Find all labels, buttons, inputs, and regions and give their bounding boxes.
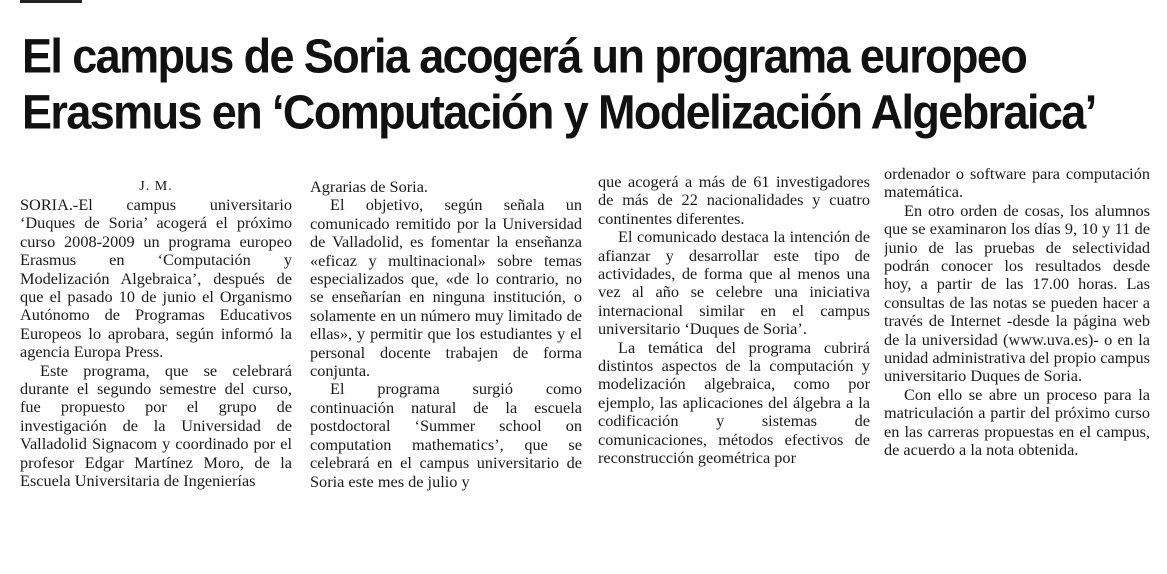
article-column-3 [598,173,870,551]
paragraph: SORIA.-El campus universitario ‘Duques de Soria’ acogerá el próximo curso 2008-2009 un programa europeo Erasmus en ‘Computación y Modelización Algebraica’, después de que el pasado 10 de junio el Organismo Autónomo de Programas Educativos Europeos lo aprobara, según informó la agencia Europa Press. [20,196,292,362]
article-column-2 [310,178,582,556]
paragraph: Agrarias de Soria. [310,178,428,196]
paragraph: ordenador o software para computación matemática. [884,165,1150,202]
paragraph: El comunicado destaca la intención de afianzar y desarrollar este tipo de actividades, de forma que al menos una vez al año se celebre una iniciativa internacional similar en el campus universitario ‘Duques de Soria’. [598,227,870,339]
top-rule [20,0,82,3]
paragraph: El programa surgió como continuación natural de la escuela postdoctoral ‘Summer school on computation mathematics’, que se celebrará en el campus universitario de Soria este mes de julio y [310,379,582,491]
byline: J. M. [139,179,173,194]
paragraph: El objetivo, según señala un comunicado remitido por la Universidad de Valladolid, es fomentar la enseñanza «eficaz y multinacional» sobre temas especializados que, «de lo contrario, no se enseñarían en ninguna institución, o solamente en un número muy limitado de ellas», y permitir que los estudiantes y el personal docente trabajen de forma conjunta. [310,195,582,381]
paragraph: Este programa, que se celebrará durante el segundo semestre del curso, fue propuesto por el grupo de investigación de la Universidad de Valladolid Signacom y coordinado por el profesor Edgar Martínez Moro, de la Escuela Universitaria de Ingenierías [20,360,292,491]
headline [22,28,1157,140]
paragraph: La temática del programa cubrirá distintos aspectos de la computación y modelización algebraica, como por ejemplo, las aplicaciones del álgebra a la codificación y sistemas de comunicaciones, métodos efectivos de reconstrucción geométrica por [598,337,870,468]
paragraph: Con ello se abre un proceso para la matriculación a partir del próximo curso en las carreras propuestas en el campus, de acuerdo a la nota obtenida. [884,384,1150,460]
paragraph: que acogerá a más de 61 investigadores de más de 22 nacionalidades y cuatro continentes diferentes. [598,173,870,228]
article-column-4 [884,165,1150,543]
headline-line-2: Erasmus en ‘Computación y Modelización Algebraica’ [22,84,1096,140]
headline-line-1: El campus de Soria acogerá un programa europeo [22,28,1027,84]
article-column-1 [20,196,292,574]
paragraph: En otro orden de cosas, los alumnos que se examinaron los días 9, 10 y 11 de junio de las pruebas de selectividad podrán conocer los resultados desde hoy, a partir de las 17.00 horas. Las consultas de las notas se pueden hacer a través de Internet -desde la página web de la universidad (www.uva.es)- o en la unidad administrativa del propio campus universitario Duques de Soria. [884,200,1150,386]
